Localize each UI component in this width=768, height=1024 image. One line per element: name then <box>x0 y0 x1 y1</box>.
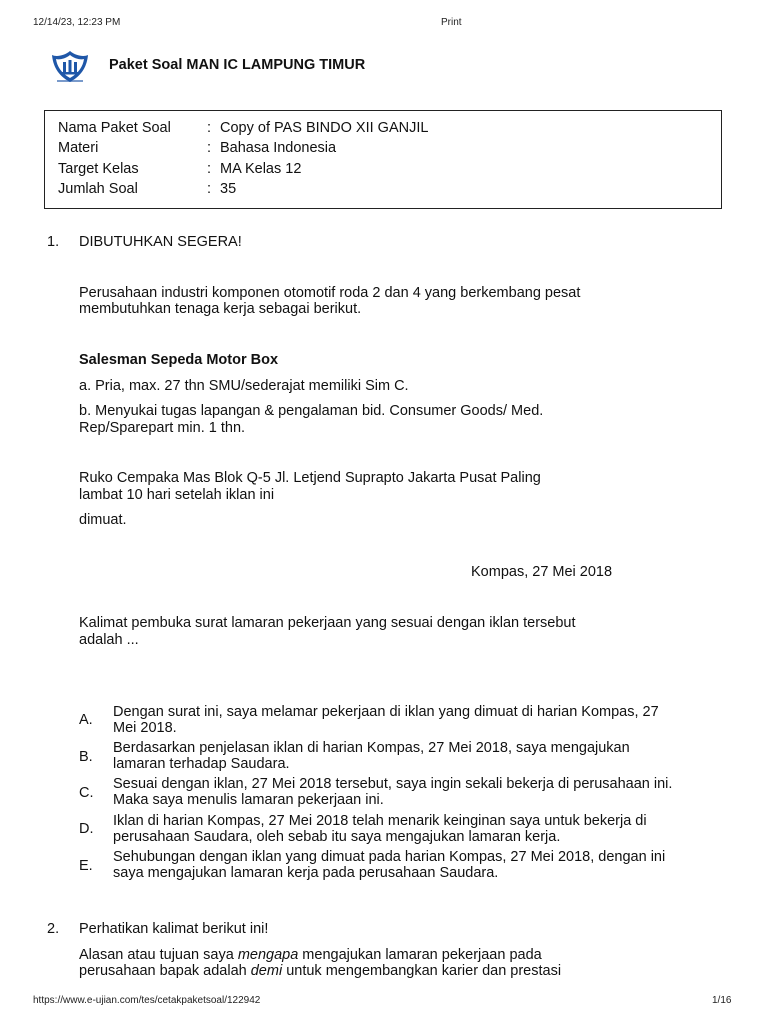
option-line: Sesuai dengan iklan, 27 Mei 2018 tersebut, saya ingin sekali bekerja di perusahaan ini. <box>113 776 673 792</box>
ad-heading: DIBUTUHKAN SEGERA! <box>79 234 242 250</box>
info-label: Nama Paket Soal <box>58 120 171 136</box>
sentence-text: mengajukan lamaran pekerjaan pada <box>298 947 542 963</box>
info-label: Target Kelas <box>58 161 139 177</box>
ad-address-line: dimuat. <box>79 512 127 528</box>
info-value: MA Kelas 12 <box>220 161 302 177</box>
info-value: Copy of PAS BINDO XII GANJIL <box>220 120 429 136</box>
school-title: Paket Soal MAN IC LAMPUNG TIMUR <box>109 57 366 73</box>
info-label: Jumlah Soal <box>58 181 138 197</box>
info-separator: : <box>207 161 212 177</box>
question-text: adalah ... <box>79 632 139 648</box>
ad-address-line: lambat 10 hari setelah iklan ini <box>79 487 275 503</box>
option-line: Maka saya menulis lamaran pekerjaan ini. <box>113 791 384 808</box>
question-number: 2. <box>47 921 60 937</box>
option-line: Berdasarkan penjelasan iklan di harian Kompas, 27 Mei 2018, saya mengajukan <box>113 740 630 756</box>
option-e <box>113 850 723 881</box>
question-text: Kalimat pembuka surat lamaran pekerjaan yang sesuai dengan iklan tersebut <box>79 615 576 631</box>
info-label: Materi <box>58 140 99 156</box>
print-footer-url: https://www.e-ujian.com/tes/cetakpaketsoal/122942 <box>33 995 261 1006</box>
ad-source: Kompas, 27 Mei 2018 <box>471 564 613 580</box>
option-b <box>113 741 723 772</box>
school-emblem-icon <box>49 49 91 85</box>
info-value: Bahasa Indonesia <box>220 140 337 156</box>
option-c <box>113 777 723 808</box>
info-separator: : <box>207 181 212 197</box>
option-line: lamaran terhadap Saudara. <box>113 755 290 772</box>
option-line: Mei 2018. <box>113 719 177 736</box>
option-line: Sehubungan dengan iklan yang dimuat pada harian Kompas, 27 Mei 2018, dengan ini <box>113 849 666 865</box>
option-d-letter: D. <box>79 821 94 837</box>
print-title: Print <box>441 17 462 28</box>
package-info-box <box>44 110 722 209</box>
requirement-b-cont: Rep/Sparepart min. 1 thn. <box>79 420 246 436</box>
question-number: 1. <box>47 234 60 250</box>
info-separator: : <box>207 140 212 156</box>
job-title: Salesman Sepeda Motor Box <box>79 352 279 368</box>
question-heading: Perhatikan kalimat berikut ini! <box>79 921 269 937</box>
option-e-letter: E. <box>79 858 93 874</box>
option-c-letter: C. <box>79 785 94 801</box>
option-line: Dengan surat ini, saya melamar pekerjaan di iklan yang dimuat di harian Kompas, 27 <box>113 704 659 720</box>
option-line: saya mengajukan lamaran kerja pada perusahaan Saudara. <box>113 864 499 881</box>
option-a <box>113 705 723 736</box>
option-line: perusahaan Saudara, oleh sebab itu saya mengajukan lamaran kerja. <box>113 828 561 845</box>
ad-intro-line: membutuhkan tenaga kerja sebagai berikut. <box>79 301 362 317</box>
option-a-letter: A. <box>79 712 93 728</box>
sentence-emphasis: mengapa <box>237 947 299 963</box>
sentence-text: Alasan atau tujuan saya <box>79 947 238 963</box>
print-datetime: 12/14/23, 12:23 PM <box>33 17 121 28</box>
question-sentence-line <box>79 947 542 964</box>
question-sentence-line <box>79 963 561 980</box>
sentence-emphasis: demi <box>250 963 283 979</box>
ad-address-line: Ruko Cempaka Mas Blok Q-5 Jl. Letjend Suprapto Jakarta Pusat Paling <box>79 470 541 486</box>
info-separator: : <box>207 120 212 136</box>
requirement-b: b. Menyukai tugas lapangan & pengalaman bid. Consumer Goods/ Med. <box>79 403 544 419</box>
sentence-text: untuk mengembangkan karier dan prestasi <box>282 963 562 979</box>
print-page-number: 1/16 <box>712 995 732 1006</box>
requirement-a: a. Pria, max. 27 thn SMU/sederajat memiliki Sim C. <box>79 378 409 394</box>
option-d <box>113 814 723 845</box>
ad-intro-line: Perusahaan industri komponen otomotif roda 2 dan 4 yang berkembang pesat <box>79 285 581 301</box>
option-line: Iklan di harian Kompas, 27 Mei 2018 telah menarik keinginan saya untuk bekerja di <box>113 813 647 829</box>
info-value: 35 <box>220 181 237 197</box>
sentence-text: perusahaan bapak adalah <box>79 963 251 979</box>
option-b-letter: B. <box>79 749 93 765</box>
